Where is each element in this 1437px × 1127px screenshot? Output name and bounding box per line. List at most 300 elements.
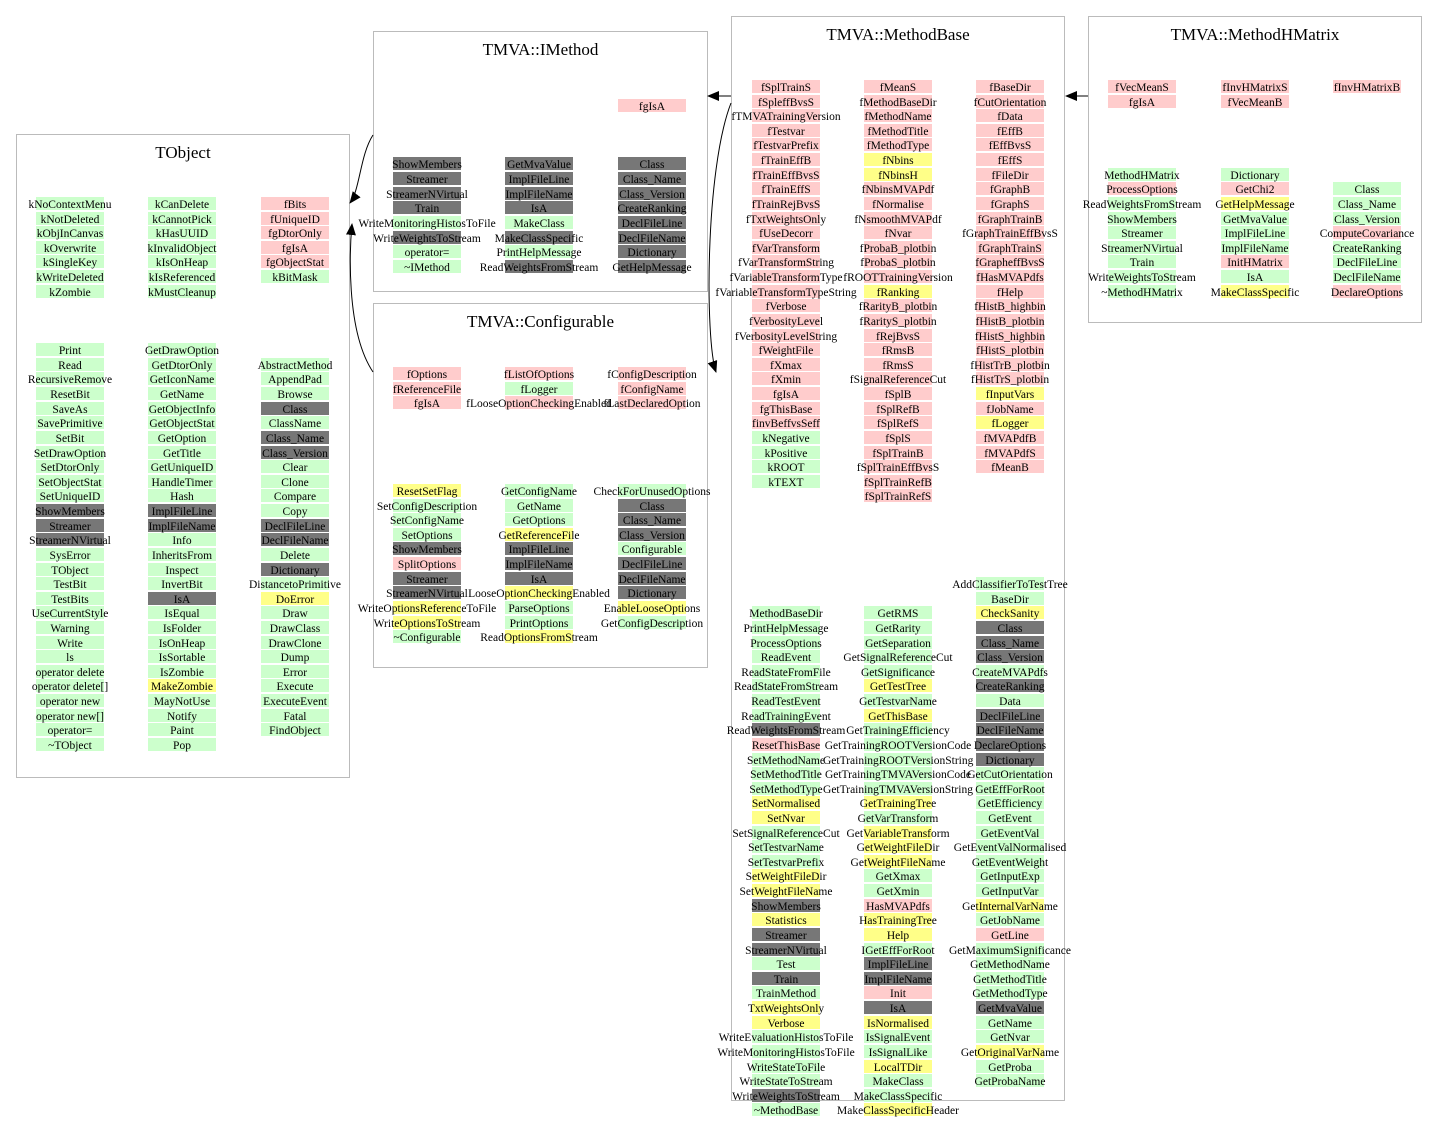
- member-getinternalvarname: GetInternalVarName: [962, 900, 1058, 913]
- member-gettesttree: GetTestTree: [823, 679, 973, 692]
- member-streamer: Streamer: [352, 572, 502, 585]
- member-info: Info: [107, 533, 257, 546]
- member-frejbvss: fRejBvsS: [823, 329, 973, 342]
- member-fnbinsh: fNbinsH: [823, 168, 973, 181]
- member-invertbit: InvertBit: [107, 577, 257, 590]
- member-getmaximumsignificance: GetMaximumSignificance: [949, 944, 1071, 957]
- member-class-name: Class_Name: [1292, 197, 1437, 210]
- member-methodhmatrix: MethodHMatrix: [1104, 169, 1180, 182]
- member-fmvapdfs: fMVAPdfS: [935, 446, 1085, 459]
- member-implfilename: ImplFileName: [1221, 242, 1289, 255]
- member-resetthisbase: ResetThisBase: [751, 739, 821, 752]
- member-class-name: Class_Name: [935, 636, 1085, 649]
- member-fvecmeanb: fVecMeanB: [1180, 95, 1330, 108]
- member-getdrawoption: GetDrawOption: [144, 345, 220, 358]
- member-verbose: Verbose: [711, 1016, 861, 1029]
- member-setmethodname: SetMethodName: [747, 754, 825, 767]
- member-getmethodtype: GetMethodType: [972, 988, 1048, 1001]
- member-configurable: Configurable: [577, 542, 727, 555]
- member-write: Write: [0, 636, 145, 649]
- member-train: Train: [1067, 255, 1217, 268]
- member-isa: IsA: [464, 201, 614, 214]
- member-makeclass: MakeClass: [464, 216, 614, 229]
- member-flastdeclaredoption: fLastDeclaredOption: [603, 398, 701, 411]
- member-class-version: Class_Version: [619, 188, 685, 201]
- member-fgisa: fgIsA: [711, 387, 861, 400]
- member-dictionary: Dictionary: [220, 563, 370, 576]
- member-ksinglekey: kSingleKey: [0, 255, 145, 268]
- member-fprobab-plotbin: fProbaB_plotbin: [859, 242, 937, 255]
- member-class: Class: [577, 157, 727, 170]
- member-readoptionsfromstream: ReadOptionsFromStream: [480, 632, 598, 645]
- member-class-name: Class_Name: [220, 431, 370, 444]
- member-fxmin: fXmin: [711, 372, 861, 385]
- member-drawclone: DrawClone: [220, 636, 370, 649]
- member-fhisttrb-plotbin: fHistTrB_plotbin: [970, 359, 1050, 372]
- member-getchi2: GetChi2: [1180, 182, 1330, 195]
- member-usecurrentstyle: UseCurrentStyle: [31, 608, 109, 621]
- member-declfilename: DeclFileName: [618, 232, 686, 245]
- member-makeclassspecific: MakeClassSpecific: [494, 232, 584, 245]
- member-fverbose: fVerbose: [711, 299, 861, 312]
- member-koverwrite: kOverwrite: [0, 241, 145, 254]
- member-fcutorientation: fCutOrientation: [973, 96, 1047, 109]
- member-localtdir: LocalTDir: [823, 1060, 973, 1073]
- member-declareoptions: DeclareOptions: [973, 739, 1047, 752]
- member-browse: Browse: [220, 387, 370, 400]
- member-operator-delete-: operator delete[]: [31, 681, 109, 694]
- member-knotdeleted: kNotDeleted: [0, 212, 145, 225]
- member-testbit: TestBit: [0, 577, 145, 590]
- member-class: Class: [1292, 182, 1437, 195]
- class-title: TMVA::MethodBase: [826, 25, 970, 44]
- member-fhelp: fHelp: [935, 285, 1085, 298]
- member-ftestvar: fTestvar: [711, 124, 861, 137]
- member-txtweightsonly: TxtWeightsOnly: [747, 1003, 825, 1016]
- member-readweightsfromstream: ReadWeightsFromStream: [479, 261, 599, 274]
- member-fbits: fBits: [220, 197, 370, 210]
- member-fprobas-plotbin: fProbaS_plotbin: [860, 257, 936, 270]
- member-getobjectinfo: GetObjectInfo: [148, 403, 216, 416]
- member-isa: IsA: [107, 592, 257, 605]
- member-execute: Execute: [220, 679, 370, 692]
- member-fspleffbvss: fSpleffBvsS: [711, 95, 861, 108]
- member-streamer: Streamer: [352, 172, 502, 185]
- member-writestatetofile: WriteStateToFile: [746, 1061, 826, 1074]
- member-khasuuid: kHasUUID: [107, 226, 257, 239]
- member-test: Test: [711, 957, 861, 970]
- member-createranking: CreateRanking: [617, 203, 687, 216]
- member-fconfigname: fConfigName: [577, 382, 727, 395]
- member-ftraineffb: fTrainEffB: [711, 153, 861, 166]
- member-setconfigname: SetConfigName: [389, 515, 465, 528]
- member-operator-new: operator new: [0, 694, 145, 707]
- member-declfileline: DeclFileLine: [935, 709, 1085, 722]
- member-kwritedeleted: kWriteDeleted: [36, 272, 104, 285]
- member-streamernvirtual: StreamerNVirtual: [386, 588, 468, 601]
- member-ftxtweightsonly: fTxtWeightsOnly: [745, 213, 827, 226]
- member-classname: ClassName: [220, 416, 370, 429]
- member-fspltrainrefs: fSplTrainRefS: [864, 491, 932, 504]
- member-fatal: Fatal: [220, 709, 370, 722]
- member-fhisttrs-plotbin: fHistTrS_plotbin: [970, 374, 1050, 387]
- member-dictionary: Dictionary: [1180, 168, 1330, 181]
- member-fmethodtype: fMethodType: [823, 138, 973, 151]
- member-fweightfile: fWeightFile: [711, 343, 861, 356]
- member-kmustcleanup: kMustCleanup: [148, 286, 216, 299]
- member-class-name: Class_Name: [577, 172, 727, 185]
- member-methodbasedir: MethodBaseDir: [749, 608, 823, 621]
- member-appendpad: AppendPad: [220, 372, 370, 385]
- member-gethelpmessage: GetHelpMessage: [1215, 198, 1295, 211]
- member-getobjectstat: GetObjectStat: [149, 418, 215, 431]
- member-feffbvss: fEffBvsS: [935, 138, 1085, 151]
- member-dictionary: Dictionary: [577, 586, 727, 599]
- member-funiqueid: fUniqueID: [220, 212, 370, 225]
- member-fhists-plotbin: fHistS_plotbin: [976, 345, 1044, 358]
- member-finvbeffvsseff: finvBeffvsSeff: [752, 418, 820, 431]
- member-addclassifiertotesttree: AddClassifierToTestTree: [952, 579, 1068, 592]
- member-gettrainingtmvaversionstring: GetTrainingTMVAVersionString: [823, 783, 973, 796]
- member-setmethodtitle: SetMethodTitle: [750, 769, 822, 782]
- member-computecovariance: ComputeCovariance: [1319, 228, 1415, 241]
- member-getline: GetLine: [935, 928, 1085, 941]
- member-declfileline: DeclFileLine: [220, 519, 370, 532]
- member-flooseoptioncheckingenabled: fLooseOptionCheckingEnabled: [466, 398, 612, 411]
- member-kisreferenced: kIsReferenced: [148, 272, 216, 285]
- member-processoptions: ProcessOptions: [750, 637, 822, 650]
- member-pop: Pop: [107, 738, 257, 751]
- member-showmembers: ShowMembers: [751, 900, 821, 913]
- member-getthisbase: GetThisBase: [823, 709, 973, 722]
- member-writeweightstostream: WriteWeightsToStream: [732, 1090, 840, 1103]
- member-fnbins: fNbins: [823, 153, 973, 166]
- member-gethelpmessage: GetHelpMessage: [612, 261, 692, 274]
- member-getcutorientation: GetCutOrientation: [967, 769, 1053, 782]
- member-kpositive: kPositive: [711, 446, 861, 459]
- member-streamernvirtual: StreamerNVirtual: [1101, 242, 1183, 255]
- member-clone: Clone: [220, 475, 370, 488]
- member-fspltrainb: fSplTrainB: [823, 446, 973, 459]
- member-getrms: GetRMS: [823, 606, 973, 619]
- member-issignallike: IsSignalLike: [823, 1045, 973, 1058]
- member-implfileline: ImplFileLine: [1180, 226, 1330, 239]
- member-makezombie: MakeZombie: [107, 679, 257, 692]
- member-fgrapheffbvss: fGrapheffBvsS: [975, 257, 1045, 270]
- member-kbitmask: kBitMask: [220, 270, 370, 283]
- member-streamernvirtual: StreamerNVirtual: [29, 535, 111, 548]
- member-implfilename: ImplFileName: [505, 188, 573, 201]
- member-ktext: kTEXT: [711, 475, 861, 488]
- member-fgraphtraineffbvss: fGraphTrainEffBvsS: [962, 228, 1058, 241]
- member-ls: ls: [0, 650, 145, 663]
- member-setsignalreferencecut: SetSignalReferenceCut: [732, 827, 840, 840]
- member-gettrainingrootversioncode: GetTrainingROOTVersionCode: [824, 739, 972, 752]
- member-froottrainingversion: fROOTTrainingVersion: [843, 272, 953, 285]
- member-fgraphs: fGraphS: [935, 197, 1085, 210]
- member-checkforunusedoptions: CheckForUnusedOptions: [593, 485, 711, 498]
- member-isa: IsA: [823, 1001, 973, 1014]
- member-streamernvirtual: StreamerNVirtual: [386, 188, 468, 201]
- member-getprobaname: GetProbaName: [974, 1076, 1046, 1089]
- member-isnormalised: IsNormalised: [823, 1016, 973, 1029]
- member-streamernvirtual: StreamerNVirtual: [745, 944, 827, 957]
- member-getnvar: GetNvar: [935, 1030, 1085, 1043]
- member-implfileline: ImplFileLine: [823, 957, 973, 970]
- member-warning: Warning: [0, 621, 145, 634]
- member-geteffforroot: GetEffForRoot: [975, 783, 1045, 796]
- member-handletimer: HandleTimer: [107, 475, 257, 488]
- member-issignalevent: IsSignalEvent: [865, 1032, 931, 1045]
- member-inithmatrix: InitHMatrix: [1180, 255, 1330, 268]
- member-setconfigdescription: SetConfigDescription: [376, 500, 478, 513]
- member-fnvar: fNvar: [823, 226, 973, 239]
- member-implfileline: ImplFileLine: [107, 504, 257, 517]
- member-getmethodname: GetMethodName: [970, 959, 1050, 972]
- member-frarityb-plotbin: fRarityB_plotbin: [858, 301, 938, 314]
- member-geteventval: GetEventVal: [935, 826, 1085, 839]
- member-fsplb: fSplB: [823, 387, 973, 400]
- member-fvartransform: fVarTransform: [752, 242, 820, 255]
- member-fgdtoronly: fgDtorOnly: [220, 226, 370, 239]
- member-copy: Copy: [220, 504, 370, 517]
- member-fmvapdfb: fMVAPdfB: [935, 431, 1085, 444]
- member-getevent: GetEvent: [935, 811, 1085, 824]
- member-streamer: Streamer: [711, 928, 861, 941]
- member-getweightfiledir: GetWeightFileDir: [856, 842, 940, 855]
- member-dictionary: Dictionary: [577, 245, 727, 258]
- member-makeclass: MakeClass: [823, 1074, 973, 1087]
- member-createranking: CreateRanking: [1332, 242, 1402, 255]
- member-executeevent: ExecuteEvent: [220, 694, 370, 707]
- member-maynotuse: MayNotUse: [107, 694, 257, 707]
- member-fmethodbasedir: fMethodBaseDir: [859, 96, 937, 109]
- member-gettrainingefficiency: GetTrainingEfficiency: [846, 725, 950, 738]
- member-fusedecorr: fUseDecorr: [711, 226, 861, 239]
- member-declfilename: DeclFileName: [1333, 272, 1401, 285]
- member-foptions: fOptions: [352, 367, 502, 380]
- member-getsignificance: GetSignificance: [860, 666, 936, 679]
- member-fdata: fData: [935, 109, 1085, 122]
- member-draw: Draw: [220, 606, 370, 619]
- member-fmeans: fMeanS: [823, 80, 973, 93]
- member-implfileline: ImplFileLine: [464, 542, 614, 555]
- member-gettrainingrootversionstring: GetTrainingROOTVersionString: [823, 754, 974, 767]
- member-geticonname: GetIconName: [149, 374, 215, 387]
- member-inspect: Inspect: [107, 563, 257, 576]
- member-writeevaluationhistostofile: WriteEvaluationHistosToFile: [718, 1032, 854, 1045]
- member-printoptions: PrintOptions: [464, 616, 614, 629]
- member--tobject: ~TObject: [0, 738, 145, 751]
- member-dictionary: Dictionary: [935, 753, 1085, 766]
- member-readstatefromstream: ReadStateFromStream: [733, 681, 839, 694]
- member-getname: GetName: [464, 499, 614, 512]
- member-settestvarprefix: SetTestvarPrefix: [747, 856, 825, 869]
- member-printhelpmessage: PrintHelpMessage: [743, 622, 829, 635]
- member-ftestvarprefix: fTestvarPrefix: [753, 140, 819, 153]
- member-flogger: fLogger: [464, 382, 614, 395]
- member-ffiledir: fFileDir: [935, 168, 1085, 181]
- member-getseparation: GetSeparation: [865, 637, 931, 650]
- member-kcannotpick: kCannotPick: [107, 212, 257, 225]
- member-setnormalised: SetNormalised: [751, 798, 821, 811]
- member-fspltrains: fSplTrainS: [711, 80, 861, 93]
- member-class-version: Class_Version: [977, 652, 1043, 665]
- member-declareoptions: DeclareOptions: [1330, 286, 1404, 299]
- member-fbasedir: fBaseDir: [935, 80, 1085, 93]
- member-fspltrainrefb: fSplTrainRefB: [864, 476, 932, 489]
- member-hastrainingtree: HasTrainingTree: [859, 915, 937, 928]
- member-looseoptioncheckingenabled: LooseOptionCheckingEnabled: [468, 588, 610, 601]
- member-fnbinsmvapdf: fNbinsMVAPdf: [861, 184, 935, 197]
- member-getxmax: GetXmax: [823, 869, 973, 882]
- member-inheritsfrom: InheritsFrom: [107, 548, 257, 561]
- member-fverbositylevelstring: fVerbosityLevelString: [734, 330, 838, 343]
- member-makeclassspecificheader: MakeClassSpecificHeader: [837, 1105, 959, 1118]
- member-parseoptions: ParseOptions: [464, 601, 614, 614]
- member-setnvar: SetNvar: [711, 811, 861, 824]
- member-testbits: TestBits: [0, 592, 145, 605]
- member-setbit: SetBit: [0, 431, 145, 444]
- class-title: TMVA::MethodHMatrix: [1170, 25, 1340, 44]
- member-notify: Notify: [107, 709, 257, 722]
- member-fsplrefb: fSplRefB: [823, 402, 973, 415]
- member-flistofoptions: fListOfOptions: [503, 369, 575, 381]
- member-finputvars: fInputVars: [935, 387, 1085, 400]
- member-getweightfilename: GetWeightFileName: [850, 856, 946, 869]
- member-syserror: SysError: [0, 548, 145, 561]
- member-setdrawoption: SetDrawOption: [33, 447, 107, 460]
- member-ftmvatrainingversion: fTMVATrainingVersion: [731, 111, 841, 124]
- member-operator-new-: operator new[]: [35, 710, 104, 723]
- member-readevent: ReadEvent: [711, 650, 861, 663]
- member-finvhmatrixb: fInvHMatrixB: [1333, 82, 1401, 94]
- member-fmeanb: fMeanB: [935, 460, 1085, 473]
- member-getmvavalue: GetMvaValue: [1180, 212, 1330, 225]
- member-fvecmeans: fVecMeanS: [1067, 80, 1217, 93]
- member--methodbase: ~MethodBase: [753, 1105, 819, 1118]
- member-writeoptionsreferencetofile: WriteOptionsReferenceToFile: [357, 602, 497, 615]
- member-fverbositylevel: fVerbosityLevel: [748, 315, 824, 328]
- member-implfilename: ImplFileName: [148, 520, 216, 533]
- member-declfilename: DeclFileName: [261, 535, 329, 548]
- member-fvartransformstring: fVarTransformString: [737, 257, 835, 270]
- member-declfileline: DeclFileLine: [577, 557, 727, 570]
- member-implfilename: ImplFileName: [505, 559, 573, 572]
- member-showmembers: ShowMembers: [392, 544, 462, 557]
- member-print: Print: [0, 343, 145, 356]
- member-class-version: Class_Version: [619, 529, 685, 542]
- member-fmethodtitle: fMethodTitle: [823, 124, 973, 137]
- member-processoptions: ProcessOptions: [1106, 184, 1178, 197]
- member-getconfigdescription: GetConfigDescription: [600, 617, 704, 630]
- member-frmss: fRmsS: [823, 358, 973, 371]
- member-operator-: operator=: [0, 723, 145, 736]
- member-resetbit: ResetBit: [0, 387, 145, 400]
- member-writemonitoringhistostofile: WriteMonitoringHistosToFile: [717, 1046, 855, 1059]
- member-operator-delete: operator delete: [35, 666, 105, 679]
- member-basedir: BaseDir: [935, 592, 1085, 605]
- member-feffb: fEffB: [935, 124, 1085, 137]
- member-declfileline: DeclFileLine: [1292, 255, 1437, 268]
- member-getdtoronly: GetDtorOnly: [107, 358, 257, 371]
- member-fxmax: fXmax: [711, 358, 861, 371]
- member-fnormalise: fNormalise: [823, 197, 973, 210]
- member-fhistb-plotbin: fHistB_plotbin: [975, 315, 1045, 328]
- member-kcandelete: kCanDelete: [107, 197, 257, 210]
- member-kisonheap: kIsOnHeap: [107, 255, 257, 268]
- member-writemonitoringhistostofile: WriteMonitoringHistosToFile: [358, 217, 496, 230]
- member-fmethodname: fMethodName: [864, 111, 932, 124]
- member-fgisa: fgIsA: [1067, 95, 1217, 108]
- member-doerror: DoError: [220, 592, 370, 605]
- member-help: Help: [823, 928, 973, 941]
- member-fhists-highbin: fHistS_highbin: [974, 330, 1046, 343]
- member-train: Train: [352, 201, 502, 214]
- member-class-version: Class_Version: [262, 447, 328, 460]
- member-isa: IsA: [464, 572, 614, 585]
- member-fraritys-plotbin: fRarityS_plotbin: [859, 315, 937, 328]
- member-makeclassspecific: MakeClassSpecific: [1210, 286, 1300, 299]
- member-readweightsfromstream: ReadWeightsFromStream: [726, 725, 846, 738]
- member-fhasmvapdfs: fHasMVAPdfs: [976, 272, 1044, 285]
- member-getoptions: GetOptions: [464, 513, 614, 526]
- member-geteventweight: GetEventWeight: [971, 856, 1049, 869]
- member-class: Class: [577, 499, 727, 512]
- member-setweightfilename: SetWeightFileName: [739, 886, 833, 899]
- member-getjobname: GetJobName: [935, 913, 1085, 926]
- member-franking: fRanking: [823, 285, 973, 298]
- member-getmvavalue: GetMvaValue: [464, 157, 614, 170]
- member-createranking: CreateRanking: [975, 681, 1045, 694]
- member-getoption: GetOption: [107, 431, 257, 444]
- member-fspls: fSplS: [823, 431, 973, 444]
- member-getproba: GetProba: [935, 1060, 1085, 1073]
- member-getinputexp: GetInputExp: [935, 869, 1085, 882]
- member-ftraineffbvss: fTrainEffBvsS: [752, 169, 820, 182]
- member-getuniqueid: GetUniqueID: [107, 460, 257, 473]
- member-class: Class: [220, 402, 370, 415]
- member-freferencefile: fReferenceFile: [392, 383, 462, 396]
- member-drawclass: DrawClass: [220, 621, 370, 634]
- member-knegative: kNegative: [711, 431, 861, 444]
- member-knocontextmenu: kNoContextMenu: [28, 199, 112, 211]
- member-declfilename: DeclFileName: [976, 725, 1044, 738]
- member-gettitle: GetTitle: [107, 446, 257, 459]
- member-class-name: Class_Name: [577, 513, 727, 526]
- member-ftrainrejbvss: fTrainRejBvsS: [751, 198, 821, 211]
- member-fgraphb: fGraphB: [935, 182, 1085, 195]
- member--imethod: ~IMethod: [352, 260, 502, 273]
- member-getname: GetName: [935, 1016, 1085, 1029]
- member-issortable: IsSortable: [107, 650, 257, 663]
- member-kobjincanvas: kObjInCanvas: [36, 228, 104, 241]
- member-writestatetostream: WriteStateToStream: [739, 1076, 833, 1089]
- member-getxmin: GetXmin: [823, 884, 973, 897]
- member-statistics: Statistics: [711, 913, 861, 926]
- member-settestvarname: SetTestvarName: [748, 842, 824, 855]
- member-isonheap: IsOnHeap: [107, 636, 257, 649]
- member-getrarity: GetRarity: [823, 621, 973, 634]
- member-trainmethod: TrainMethod: [711, 986, 861, 999]
- member-kroot: kROOT: [711, 460, 861, 473]
- member-declfilename: DeclFileName: [618, 573, 686, 586]
- member-igeteffforroot: IGetEffForRoot: [861, 944, 935, 957]
- member-hash: Hash: [107, 489, 257, 502]
- member-createmvapdfs: CreateMVAPdfs: [972, 666, 1048, 679]
- member-isequal: IsEqual: [107, 606, 257, 619]
- member-train: Train: [711, 972, 861, 985]
